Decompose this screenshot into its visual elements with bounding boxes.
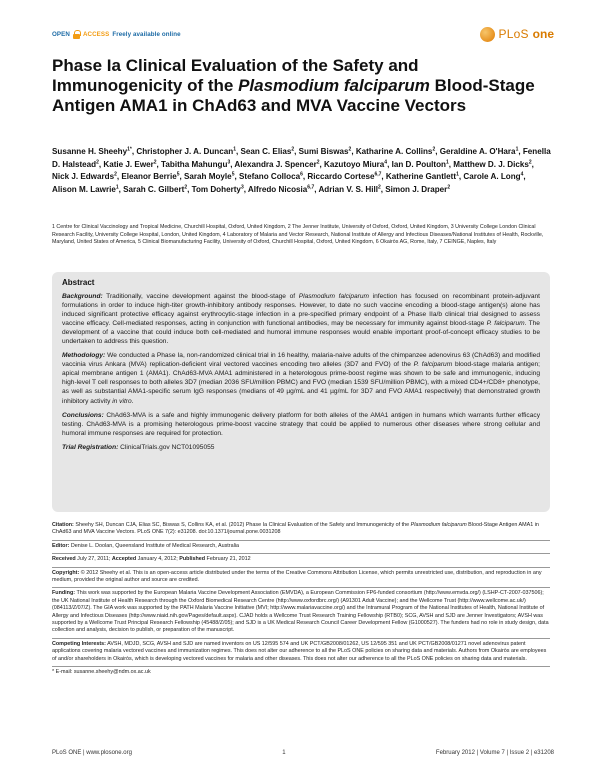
open-lock-icon (73, 30, 80, 39)
page-number: 1 (282, 750, 286, 756)
trial-registration-link[interactable]: ClinicalTrials.gov NCT01095055 (118, 443, 215, 451)
background-text-2: infection has focused on recombinant protein-adjuvant formulations in order to induce high-titer growth-inhibitory antibody responses. However, to date no such vaccine encoding a blood-stage antigen(s) alone has induced significant protective efficacy against erythrocytic-stage infection in a pre-specified primary endpoint of a Phase IIa/b clinical trial designed to assess vaccine efficacy. Cell-mediated responses, acting in conjunction with functional antibodies, may be necessary for immunity against blood-stage (62, 293, 540, 328)
author-affiliation-mark: 2 (528, 158, 532, 165)
methodology-label: Methodology: (62, 352, 106, 360)
trial-label: Trial Registration: (62, 443, 119, 451)
title-part-2: Blood-Stage Antigen AMA1 in ChAd63 and MVA Vaccine Vectors (52, 76, 535, 115)
author-affiliation-mark: 5 (176, 171, 180, 178)
author-name-text: Ian D. Poulton (391, 159, 446, 169)
plos-logo-icon (480, 27, 495, 42)
author-affiliation-mark: 2 (184, 183, 188, 190)
author-name (121, 172, 179, 181)
author-affiliation-mark: 1* (127, 146, 132, 153)
footer-issue-info: February 2012 | Volume 7 | Issue 2 | e31208 (435, 750, 554, 756)
methodology-species: P. falciparum (413, 361, 453, 369)
competing-interests-label: Competing Interests: (52, 640, 106, 647)
page-footer (52, 750, 554, 756)
author-name (240, 147, 294, 156)
author-name-text: Kazutoyo Miura (324, 159, 385, 169)
affiliations: 1 Centre for Clinical Vaccinology and Tropical Medicine, Churchill Hospital, Oxford, United Kingdom, 2 The Jenner Institute, University of Oxford, Oxford, United Kingdom, 3 University College London Clinical Research Facility, University College Hospital, London, United Kingdom, 4 Laboratory of Malaria and Vector Research, National Institute of Allergy and Infectious Diseases/National Institutes of Health, Rockville, Maryland, United States of America, 5 Clinical Biomanufacturing Facility, University of Oxford, Churchill Hospital, Oxford, United Kingdom, 6 Okairòs AG, Rome, Italy, 7 CEINGE, Naples, Italy (52, 224, 544, 246)
author-name (392, 160, 449, 169)
author-name-text: Alfredo Nicosia (247, 184, 308, 194)
author-name (103, 160, 156, 169)
author-name (234, 160, 319, 169)
citation-label: Citation: (52, 522, 74, 528)
author-name-text: Geraldine A. O'Hara (439, 147, 516, 156)
author-name (324, 160, 387, 169)
title-species: Plasmodium falciparum (238, 76, 430, 95)
author-name (248, 185, 314, 194)
author-affiliation-mark: 3 (240, 183, 244, 190)
abstract-methodology (62, 351, 540, 405)
published-date: February 21, 2012 (205, 556, 251, 563)
conclusions-text: ChAd63-MVA is a safe and highly immunogenic delivery platform for both alleles of the AMA1 antigen in humans which warrants further efficacy testing. ChAd63-MVA is a promising heterologous prime-boost vaccine strategy that could be applied to numerous other diseases where strong cellular and humoral immune responses are required for protection. (62, 411, 540, 437)
author-affiliation-mark: 2 (377, 183, 381, 190)
author-name (299, 147, 352, 156)
abstract-background (62, 292, 540, 346)
open-label: OPEN (52, 30, 70, 38)
citation-text-1: Sheehy SH, Duncan CJA, Elias SC, Biswas S, Collins KA, et al. (2012) Phase Ia Clinical Evaluation of the Safety and Immunogenicity of the (73, 522, 411, 528)
author-name-text: Sumi Biswas (298, 147, 349, 156)
article-title (52, 56, 552, 116)
received-date: July 27, 2011; (75, 556, 112, 563)
accepted-date: January 4, 2012; (136, 556, 180, 563)
author-name (52, 185, 119, 194)
author-name (385, 185, 450, 194)
editor-row (52, 541, 550, 554)
accepted-label: Accepted (111, 556, 137, 563)
author-name (192, 185, 244, 194)
citation-text-2: Blood-Stage Antigen AMA1 in ChAd63 and MVA Vaccine Vectors. PLoS ONE 7(2): e31208. doi:10.1371/journal.pone.0031208 (52, 522, 539, 536)
author-name (52, 147, 132, 156)
author-name-text: Tom Doherty (191, 184, 241, 194)
background-species-2: P. falciparum (486, 320, 525, 328)
footer-journal-url[interactable]: PLoS ONE | www.plosone.org (52, 750, 132, 756)
competing-interests-row (52, 639, 550, 667)
background-text-1: Traditionally, vaccine development against the blood-stage of (102, 293, 299, 300)
author-affiliation-mark: 2 (114, 171, 117, 178)
author-name (161, 160, 230, 169)
author-name-text: Matthew D. J. Dicks (453, 159, 529, 169)
author-name (52, 172, 117, 181)
journal-logo (480, 27, 555, 42)
author-affiliation-mark: 2 (316, 158, 320, 165)
corresponding-email[interactable]: * E-mail: susanne.sheehy@ndm.ox.ac.uk (52, 669, 151, 676)
author-name (318, 185, 380, 194)
author-name (453, 160, 531, 169)
author-affiliation-mark: 4 (520, 171, 524, 178)
methodology-in-vitro: in vitro (112, 397, 132, 405)
author-affiliation-mark: 1 (233, 146, 236, 153)
author-name (123, 185, 187, 194)
access-label: ACCESS (82, 30, 110, 38)
author-name-text: Alison M. Lawrie (52, 184, 116, 194)
abstract-box (52, 272, 550, 512)
author-name-text: Sean C. Elias (240, 147, 292, 156)
citation-row (52, 520, 550, 541)
author-affiliation-mark: 5 (231, 171, 235, 178)
author-name (136, 147, 236, 156)
conclusions-label: Conclusions: (62, 411, 104, 419)
copyright-label: Copyright: (52, 569, 80, 576)
abstract-heading: Abstract (62, 278, 95, 287)
author-affiliation-mark: 2 (291, 146, 295, 153)
funding-row (52, 588, 550, 638)
author-affiliation-mark: 1 (456, 171, 459, 178)
author-affiliation-mark: 2 (153, 158, 157, 165)
author-name-text: Nick J. Edwards (52, 172, 115, 181)
author-affiliation-mark: 1 (115, 183, 119, 190)
journal-header (52, 24, 554, 44)
author-name-text: Sarah Moyle (184, 172, 232, 181)
author-affiliation-mark: 3 (227, 158, 231, 165)
editor-text: Denise L. Doolan, Queensland Institute of Medical Research, Australia (69, 542, 239, 549)
author-name-text: Katie J. Ewer (103, 159, 154, 169)
author-affiliation-mark: 2 (432, 146, 436, 153)
author-name-text: Eleanor Berrie (121, 172, 177, 181)
freely-available-label: Freely available online (112, 30, 181, 38)
author-affiliation-mark: 2 (447, 183, 451, 190)
citation-species: Plasmodium falciparum (410, 522, 467, 528)
author-name-text: Sarah C. Gilbert (123, 184, 185, 194)
author-name-text: Riccardo Cortese (307, 172, 375, 181)
author-name (463, 172, 523, 181)
copyright-row (52, 568, 550, 589)
methodology-text-3: . (131, 397, 134, 405)
author-name-text: Fenella D. Halstead (52, 147, 551, 169)
abstract-trial-registration (62, 443, 540, 452)
background-text-3: . The development of a vaccine that could induce both cell-mediated and humoral immune responses would enable important proof-of-concept efficacy studies to be undertaken to address this question. (62, 320, 540, 346)
abstract-conclusions (62, 411, 540, 438)
author-name-text: Susanne H. Sheehy (52, 147, 128, 156)
competing-interests-text: AVSH, MDJD, SCG, AVSH and SJD are named inventors on US 12/595 574 and UK PCT/GB2008/01262, US 12/595 351 and UK PCT/GB2008/01271 novel adenovirus patent applications covering malaria vectored vaccines and immunization regimes. This does not alter our adherence to all the PLoS ONE policies on sharing data and materials. Authors from Okairòs are employees of and/or shareholders in Okairòs, which is developing vectored vaccines for malaria and other diseases. This does not alter our adherence to all the PLoS ONE policies on sharing data and materials. (52, 640, 547, 662)
author-name-text: Stefano Colloca (238, 172, 301, 181)
background-species: Plasmodium falciparum (298, 293, 370, 300)
author-list: Susanne H. Sheehy$^{1*}$, Christopher J. A. Duncan$^1$, Sean C. Elias$^2$, Sumi Biswas$^2$, Katharine A. Collins$^2$, Geraldine A. O'Hara$^1$, Fenella D. Halstead$^2$, Katie J. Ewer$^2$, Tabitha Mahungu$^3$, Alexandra J. Spencer$^2$, Kazutoyo Miura$^4$, Ian D. Poulton$^1$, Matthew D. J. Dicks$^2$, Nick J. Edwards$^2$, Eleanor Berrie$^5$, Sarah Moyle$^5$, Stefano Colloca$^6$, Riccardo Cortese$^{6,7}$, Katherine Gantlett$^1$, Carole A. Long$^4$, Alison M. Lawrie$^1$, Sarah C. Gilbert$^2$, Tom Doherty$^3$, Alfredo Nicosia$^{6,7}$, Adrian V. S. Hill$^2$, Simon J. Draper$^2$ (52, 146, 551, 194)
editor-label: Editor: (52, 542, 70, 549)
author-affiliation-mark: 6 (300, 171, 303, 178)
title-part-1: Phase Ia Clinical Evaluation of the Safety and Immunogenicity of the (52, 56, 419, 95)
received-label: Received (52, 556, 76, 563)
copyright-text: © 2012 Sheehy et al. This is an open-access article distributed under the terms of the Creative Commons Attribution License, which permits unrestricted use, distribution, and reproduction in any medium, provided the original author and source are credited. (52, 569, 542, 584)
author-name-text: Alexandra J. Spencer (234, 159, 317, 169)
author-name (184, 172, 234, 181)
author-name (440, 147, 519, 156)
journal-name-plos: PLoS (498, 27, 529, 41)
author-name (386, 172, 459, 181)
funding-label: Funding: (52, 590, 76, 597)
author-affiliation-mark: 2 (96, 158, 99, 165)
author-affiliation-mark: 2 (348, 146, 352, 153)
author-name-text: Carole A. Long (463, 172, 521, 181)
dates-row (52, 554, 550, 567)
author-name-text: Tabitha Mahungu (161, 159, 228, 169)
author-name-text: Katherine Gantlett (385, 172, 457, 181)
methodology-text-2: blood-stage malaria antigen; apical membrane antigen 1 (AMA1). ChAd63-MVA AMA1 administered in a heterologous prime-boost regime was shown to be safe and immunogenic, inducing high-level T cell responses to both alleles 3D7 (median 2036 SFU/million PBMC) and FVO (median 1539 SFU/million PBMC), with a mixed CD4+/CD8+ phenotype, as well as substantial AMA1-specific serum IgG responses (medians of 49 µg/mL and 41 µg/mL for 3D7 and FVO AMA1 respectively) that demonstrated growth inhibitory activity (62, 361, 540, 405)
author-affiliation-mark: 1 (515, 146, 519, 153)
author-name-text: Adrian V. S. Hill (318, 184, 378, 194)
author-name-text: Christopher J. A. Duncan (136, 147, 234, 156)
published-label: Published (179, 556, 206, 563)
email-row (52, 667, 550, 679)
open-access-badge (52, 30, 181, 39)
author-affiliation-mark: 6,7 (307, 183, 315, 190)
article-metadata (52, 520, 550, 680)
methodology-text-1: We conducted a Phase Ia, non-randomized clinical trial in 16 healthy, malaria-naive adults of the chimpanzee adenovirus 63 (ChAd63) and modified vaccinia virus Ankara (MVA) replication-deficient viral vectored vaccines encoding two alleles (3D7 and FVO) of the (62, 352, 540, 369)
author-name (356, 147, 435, 156)
funding-text: This work was supported by the European Malaria Vaccine Development Association (EMVDA), a European Commission FP6-funded consortium (http://www.emvda.org/) (LSHP-CT-2007-037506); the UK National Institute of Health Research through the Oxford Biomedical Research Centre (http://www.oxfordbrc.org/) (A91301 Adult Vaccine); and the Wellcome Trust (http://www.wellcome.ac.uk/) (084113/Z/07/Z). The GIA work was supported by the PATH Malaria Vaccine Initiative (MVI; http://www.malariavaccine.org/) and the Intramural Program of the National Institutes of Health, National Institute of Allergy and Infectious Diseases (http://www.niaid.nih.gov/Pages/default.aspx). CJAD holds a Wellcome Trust Research Training Fellowship (RTB0); SCG, AVSH and SJD are Jenner Investigators; AVSH was supported by a Wellcome Trust Principal Research Fellowship (45488/Z/05); and SJD is a UK Medical Research Council Career Development Fellow (G1000527). The funders had no role in study design, data collection and analysis, decision to publish, or preparation of the manuscript. (52, 590, 549, 634)
background-label: Background: (62, 293, 103, 300)
author-name-text: Simon J. Draper (385, 184, 448, 194)
author-affiliation-mark: 1 (445, 158, 449, 165)
author-name-text: Katharine A. Collins (355, 147, 433, 156)
journal-name-one: one (532, 27, 554, 41)
author-name (307, 172, 381, 181)
author-affiliation-mark: 6,7 (374, 171, 382, 178)
author-name (239, 172, 303, 181)
author-affiliation-mark: 4 (384, 158, 388, 165)
